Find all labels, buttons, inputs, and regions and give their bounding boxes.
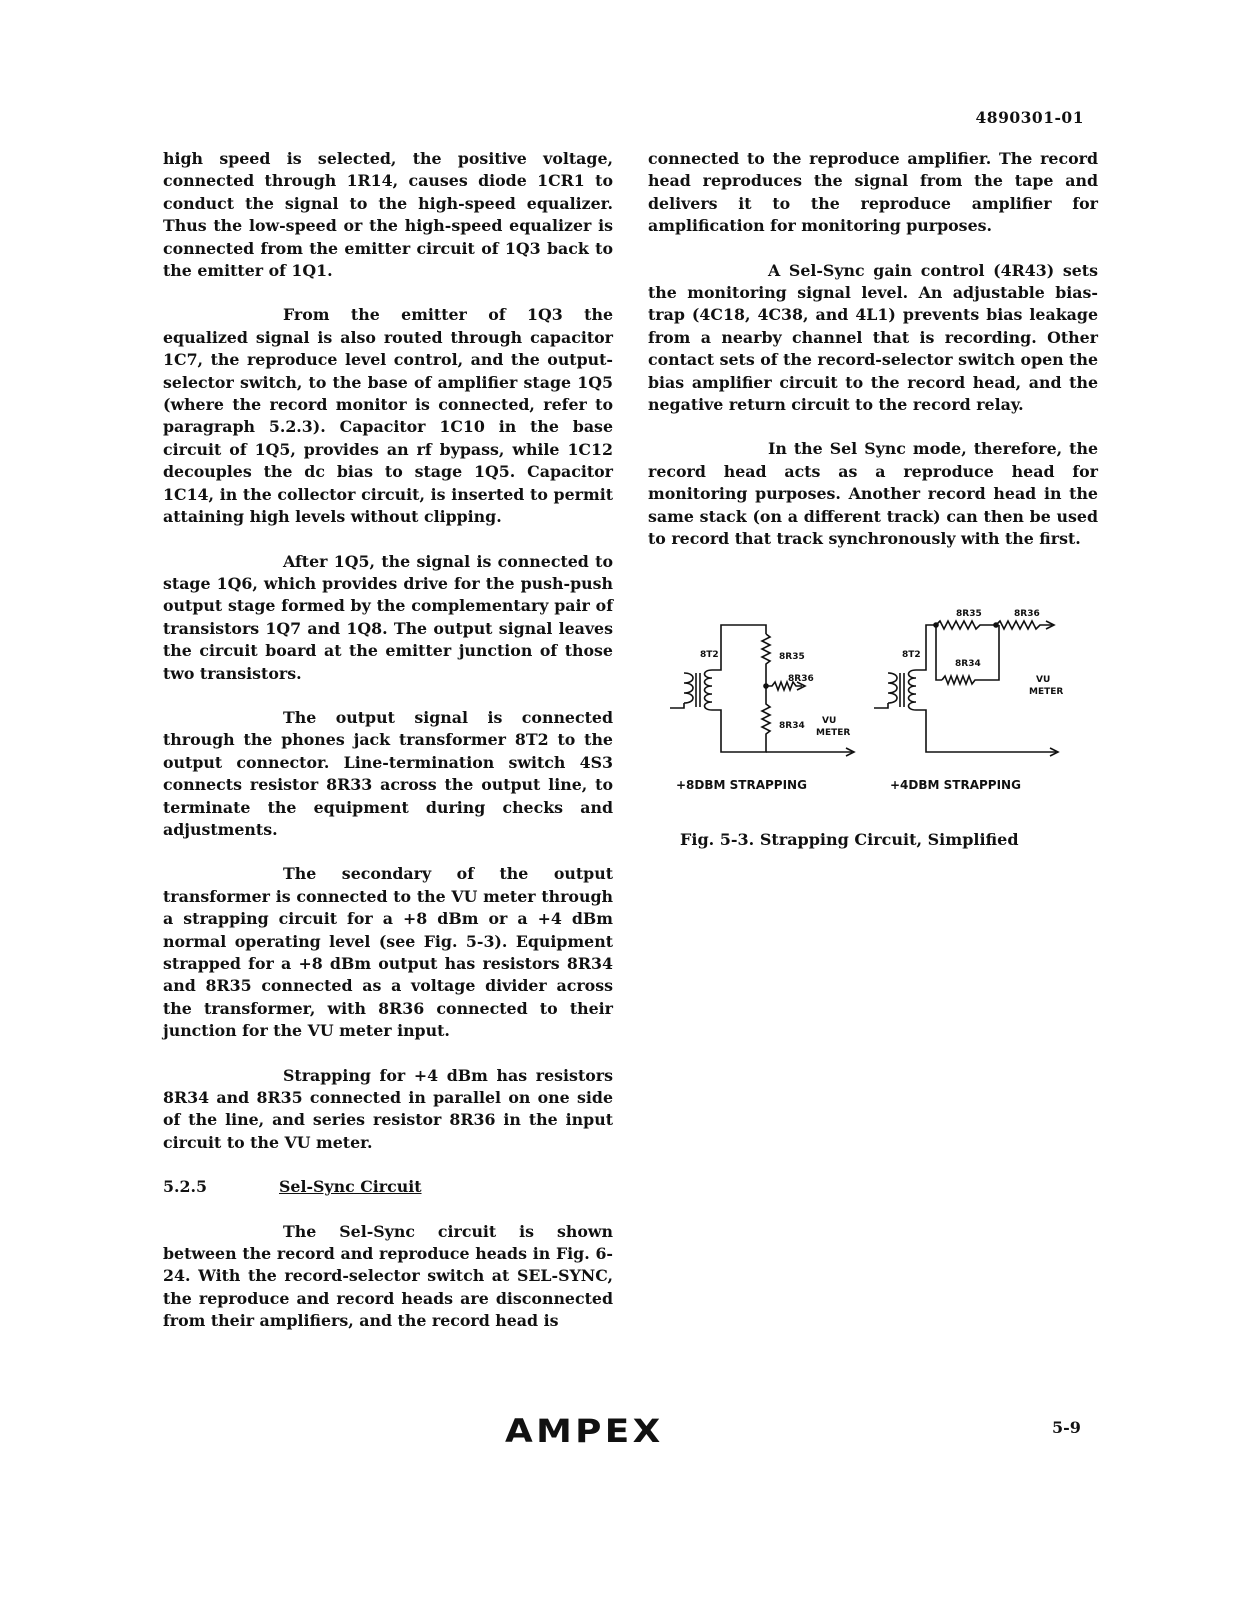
paragraph: The secondary of the output transformer is connected to the VU meter through a strapping circuit for a +8 dBm or a +4 dBm normal operating level (see Fig. 5-3). Equipment strapped for a +8 dBm output has resistors 8R34 and 8R35 connected as a voltage divider across the transformer, with 8R36 connected to their junction for the VU meter input.: [163, 864, 613, 1041]
paragraph: connected to the reproduce amplifier. The record head reproduces the signal from the tape and delivers it to the reproduce amplifier for amplification for monitoring purposes.: [648, 149, 1098, 236]
paragraph: high speed is selected, the positive voltage, connected through 1R14, causes diode 1CR1 to conduct the signal to the high-speed equalizer. Thus the low-speed or the high-speed equalizer is connected from the emitter circuit of 1Q3 back to the emitter of 1Q1.: [163, 149, 613, 281]
label-resistor: 8R35: [779, 652, 805, 662]
document-number: 4890301-01: [975, 108, 1084, 127]
right-diagram-caption: +4DBM STRAPPING: [890, 778, 1021, 792]
paragraph: A Sel-Sync gain control (4R43) sets the monitoring signal level. An adjustable bias-trap (4C18, 4C38, and 4L1) prevents bias leakage from a nearby channel that is recording. Other contact sets of the record-selector switch open the bias amplifier circuit to the record head, and the negative return circuit to the record relay.: [648, 260, 1098, 415]
section-title: Sel-Sync Circuit: [279, 1177, 422, 1197]
ampex-logo: AMPEX: [505, 1412, 664, 1450]
label-transformer: 8T2: [902, 650, 921, 660]
paragraph: In the Sel Sync mode, therefore, the record head acts as a reproduce head for monitoring purposes. Another record head in the same stack (on a different track) can then be used to record that track synchronously with the first.: [648, 439, 1098, 549]
paragraph: After 1Q5, the signal is connected to stage 1Q6, which provides drive for the push-push output stage formed by the complementary pair of transistors 1Q7 and 1Q8. The output signal leaves the circuit board at the emitter junction of those two transistors.: [163, 551, 613, 683]
label-meter: METER: [1029, 687, 1064, 697]
label-transformer: 8T2: [700, 650, 719, 660]
label-vu: VU: [822, 716, 837, 726]
label-resistor: 8R35: [956, 609, 982, 619]
label-resistor: 8R34: [955, 659, 981, 669]
label-resistor: 8R34: [779, 721, 805, 731]
left-column: [163, 148, 613, 1355]
figure-caption: Fig. 5-3. Strapping Circuit, Simplified: [680, 830, 1019, 849]
strapping-circuit-diagram: [666, 600, 1086, 800]
right-column: [648, 148, 1098, 573]
paragraph: The Sel-Sync circuit is shown between the record and reproduce heads in Fig. 6-24. With the record-selector switch at SEL-SYNC, the reproduce and record heads are disconnected from their amplifiers, and the record head is: [163, 1221, 613, 1331]
label-resistor: 8R36: [788, 674, 814, 684]
paragraph: From the emitter of 1Q3 the equalized signal is also routed through capacitor 1C7, the reproduce level control, and the output-selector switch, to the base of amplifier stage 1Q5 (where the record monitor is connected, refer to paragraph 5.2.3). Capacitor 1C10 in the base circuit of 1Q5, provides an rf bypass, while 1C12 decouples the dc bias to stage 1Q5. Capacitor 1C14, in the collector circuit, is inserted to permit attaining high levels without clipping.: [163, 305, 613, 527]
label-meter: METER: [816, 728, 851, 738]
page-number: 5-9: [1052, 1418, 1081, 1437]
label-resistor: 8R36: [1014, 609, 1040, 619]
paragraph: The output signal is connected through the phones jack transformer 8T2 to the output connector. Line-termination switch 4S3 connects resistor 8R33 across the output line, to terminate the equipment during checks and adjustments.: [163, 707, 613, 839]
label-vu: VU: [1036, 675, 1051, 685]
section-heading: [163, 1176, 613, 1198]
left-diagram-caption: +8DBM STRAPPING: [676, 778, 807, 792]
paragraph: Strapping for +4 dBm has resistors 8R34 and 8R35 connected in parallel on one side of the line, and series resistor 8R36 in the input circuit to the VU meter.: [163, 1065, 613, 1152]
section-number: 5.2.5: [163, 1177, 207, 1197]
